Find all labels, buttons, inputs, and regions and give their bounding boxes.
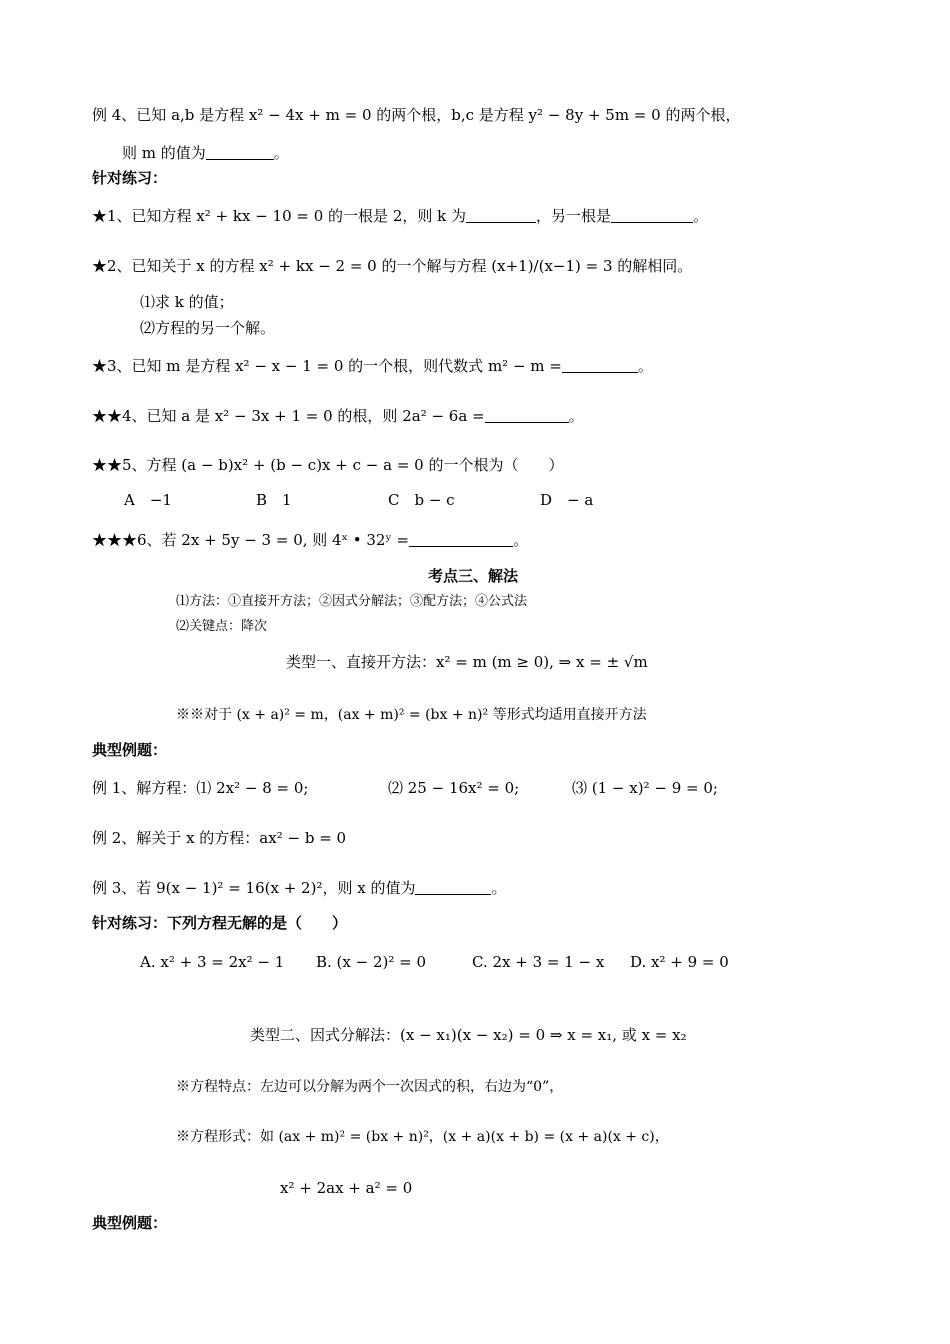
ex4-answer-blank[interactable] xyxy=(206,143,274,160)
choice-b[interactable]: B. (x − 2)² = 0 xyxy=(316,953,427,971)
p6-text-a: ★★★6、若 2x + 5y − 3 = 0, 则 4ˣ • 32ʸ = xyxy=(92,531,410,549)
p4-text-a: ★★4、已知 a 是 x² − 3x + 1 = 0 的根，则 2a² − 6a = xyxy=(92,407,485,425)
choice-d[interactable]: D. x² + 9 = 0 xyxy=(630,953,729,971)
e3 xyxy=(92,878,506,898)
p5-option-c[interactable]: C b − c xyxy=(388,491,455,509)
e3-text-a: 例 3、若 9(x − 1)² = 16(x + 2)²，则 x 的值为 xyxy=(92,879,416,897)
ex4-line2 xyxy=(122,143,289,163)
type2-form: ※方程形式：如 (ax + m)² = (bx + n)²，(x + a)(x + b) = (x + a)(x + c)， xyxy=(176,1129,669,1145)
p1-root-blank[interactable] xyxy=(611,206,693,223)
ex4-line2-text: 则 m 的值为 xyxy=(122,144,206,162)
e1-part2: ⑵ 25 − 16x² = 0; xyxy=(388,779,520,797)
p1 xyxy=(92,206,708,226)
type1-heading: 类型一、直接开方法：x² = m (m ≥ 0), ⇒ x = ± √m xyxy=(286,653,648,671)
p6 xyxy=(92,530,528,550)
choice-a[interactable]: A. x² + 3 = 2x² − 1 xyxy=(140,953,285,971)
p5-option-a[interactable]: A −1 xyxy=(124,491,172,509)
p1-k-blank[interactable] xyxy=(466,206,536,223)
ex4-line2-end: 。 xyxy=(273,144,289,162)
p4-text-b: 。 xyxy=(568,407,584,425)
section3-title: 考点三、解法 xyxy=(428,567,519,585)
p3-blank[interactable] xyxy=(562,356,638,373)
type2-feature: ※方程特点：左边可以分解为两个一次因式的积，右边为“0”， xyxy=(176,1079,564,1095)
p1-text-c: 。 xyxy=(693,207,709,225)
type2-form2: x² + 2ax + a² = 0 xyxy=(280,1179,413,1197)
p1-text-a: ★1、已知方程 x² + kx − 10 = 0 的一根是 2，则 k 为 xyxy=(92,207,466,225)
ex4-line1: 例 4、已知 a,b 是方程 x² − 4x + m = 0 的两个根，b,c 是方程 y² − 8y + 5m = 0 的两个根， xyxy=(92,106,741,124)
examples2-title: 典型例题： xyxy=(92,1214,168,1232)
p5-option-b[interactable]: B 1 xyxy=(256,491,292,509)
choice-c[interactable]: C. 2x + 3 = 1 − x xyxy=(472,953,605,971)
p3-text-a: ★3、已知 m 是方程 x² − x − 1 = 0 的一个根，则代数式 m² − m = xyxy=(92,357,562,375)
e1-part1: 例 1、解方程：⑴ 2x² − 8 = 0; xyxy=(92,779,309,797)
keypoint-line: ⑵关键点：降次 xyxy=(176,619,268,634)
type1-note: ※※对于 (x + a)² = m，(ax + m)² = (bx + n)² 等形式均适用直接开方法 xyxy=(176,707,647,723)
p3 xyxy=(92,356,653,376)
p5: ★★5、方程 (a − b)x² + (b − c)x + c − a = 0 的一个根为（ ） xyxy=(92,456,564,474)
p2-sub1: ⑴求 k 的值； xyxy=(140,293,234,311)
e3-text-b: 。 xyxy=(491,879,507,897)
p4-blank[interactable] xyxy=(485,406,569,423)
p6-text-b: 。 xyxy=(513,531,529,549)
e2: 例 2、解关于 x 的方程：ax² − b = 0 xyxy=(92,829,347,847)
method-line: ⑴方法：①直接开方法；②因式分解法；③配方法；④公式法 xyxy=(176,594,528,609)
p6-blank[interactable] xyxy=(409,530,513,547)
p2: ★2、已知关于 x 的方程 x² + kx − 2 = 0 的一个解与方程 (x+1)/(x−1) = 3 的解相同。 xyxy=(92,257,693,275)
p2-sub2: ⑵方程的另一个解。 xyxy=(140,319,276,337)
examples1-title: 典型例题： xyxy=(92,741,168,759)
p5-option-d[interactable]: D − a xyxy=(540,491,594,509)
e3-blank[interactable] xyxy=(415,878,491,895)
p4 xyxy=(92,406,584,426)
type2-heading: 类型二、因式分解法：(x − x₁)(x − x₂) = 0 ⇒ x = x₁, 或 x = x₂ xyxy=(250,1026,687,1044)
practice1-title: 针对练习： xyxy=(92,169,168,187)
p3-text-b: 。 xyxy=(637,357,653,375)
practice2-title: 针对练习：下列方程无解的是（ ） xyxy=(92,914,348,932)
e1-part3: ⑶ (1 − x)² − 9 = 0; xyxy=(572,779,718,797)
p1-text-b: ，另一根是 xyxy=(535,207,611,225)
